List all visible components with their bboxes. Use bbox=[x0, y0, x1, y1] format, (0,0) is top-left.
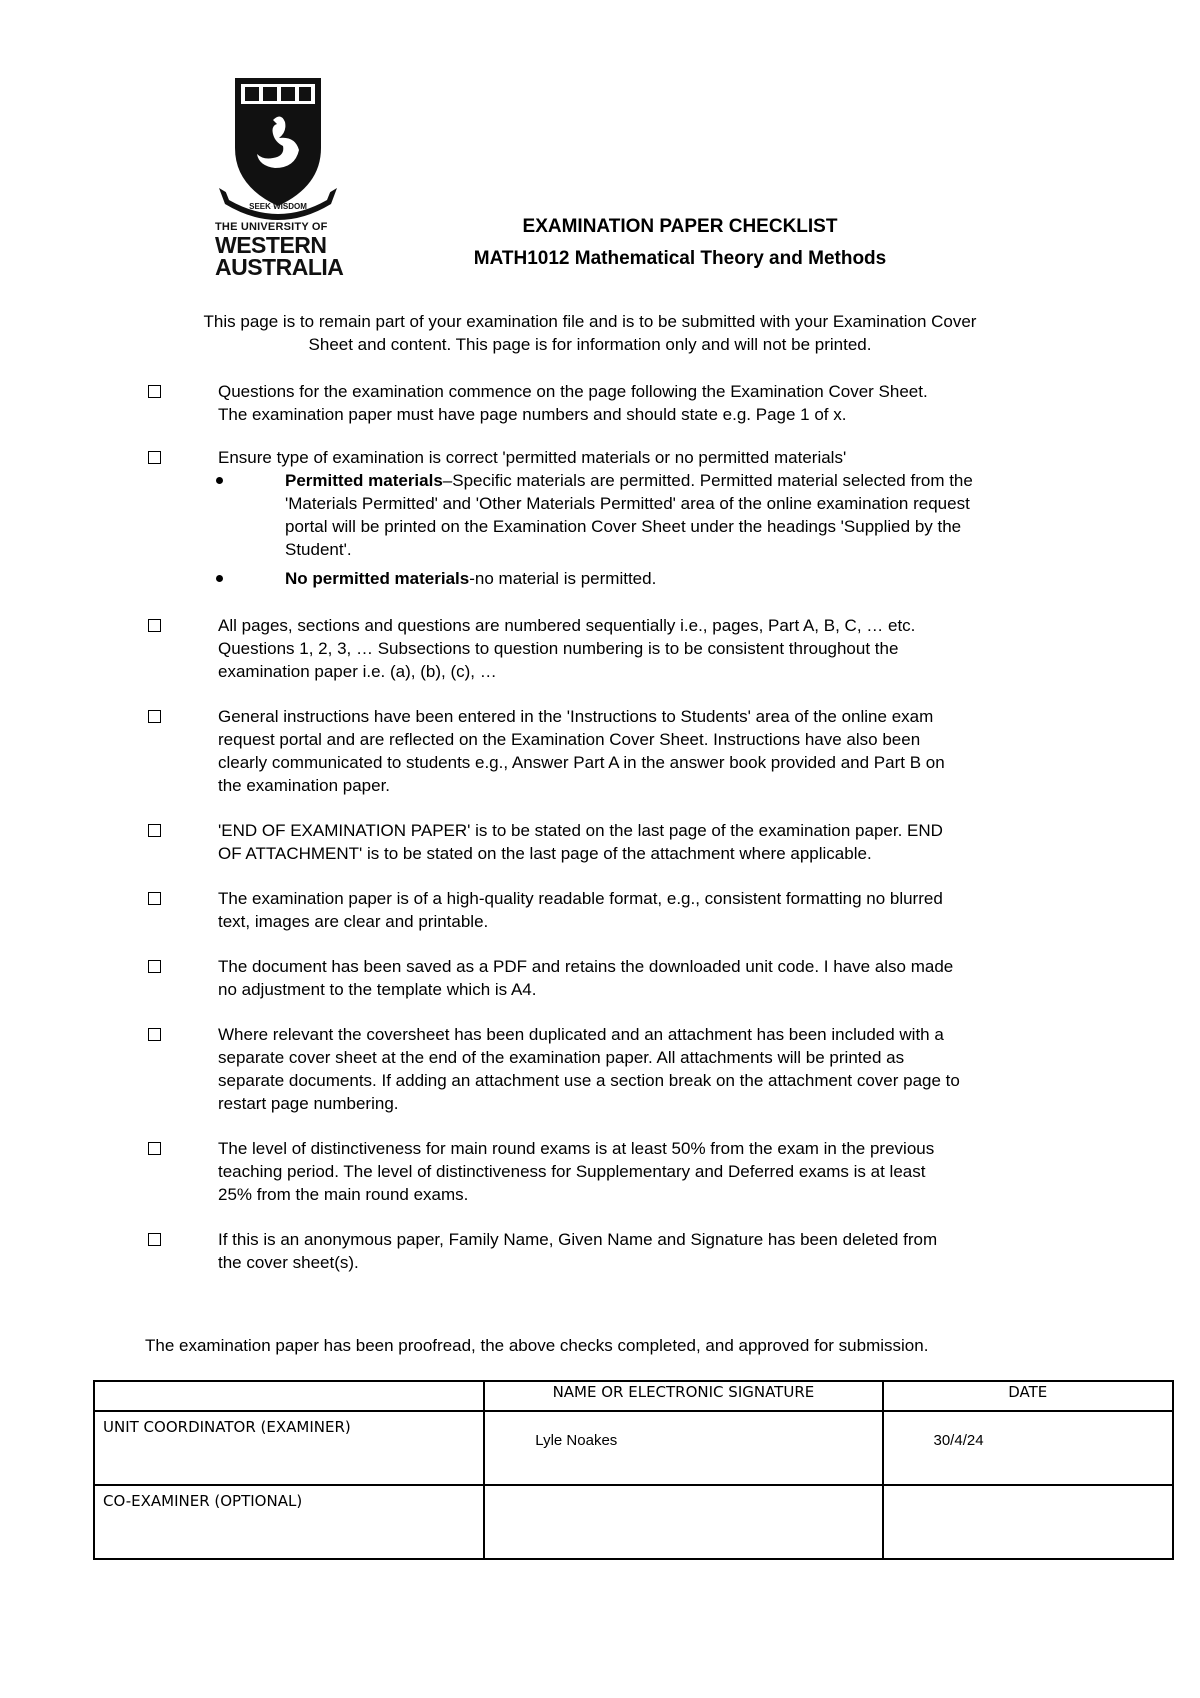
intro-line: Sheet and content. This page is for information only and will not be printed. bbox=[308, 335, 872, 354]
item-text: examination paper i.e. (a), (b), (c), … bbox=[218, 662, 497, 681]
checkbox[interactable] bbox=[148, 960, 161, 973]
checklist-item-anonymous bbox=[145, 1228, 1065, 1274]
checklist-item-page-numbers bbox=[145, 380, 1065, 426]
item-text: The level of distinctiveness for main round exams is at least 50% from the exam in the previous bbox=[218, 1139, 935, 1158]
checkbox[interactable] bbox=[148, 385, 161, 398]
checkbox[interactable] bbox=[148, 824, 161, 837]
signature-table bbox=[93, 1380, 1174, 1560]
item-text: The examination paper is of a high-quality readable format, e.g., consistent formatting no blurred bbox=[218, 889, 943, 908]
checklist bbox=[145, 380, 1065, 1274]
bullet-icon bbox=[216, 477, 223, 484]
co-examiner-name-field[interactable] bbox=[484, 1485, 882, 1559]
checklist-item-quality bbox=[145, 887, 1065, 933]
bullet-text: Student'. bbox=[285, 540, 352, 559]
table-header-blank bbox=[94, 1381, 484, 1411]
item-text: the cover sheet(s). bbox=[218, 1253, 359, 1272]
item-text: 25% from the main round exams. bbox=[218, 1185, 469, 1204]
item-text: The document has been saved as a PDF and retains the downloaded unit code. I have also made bbox=[218, 957, 954, 976]
item-text: All pages, sections and questions are numbered sequentially i.e., pages, Part A, B, C, … etc. bbox=[218, 616, 916, 635]
bullet-permitted-materials bbox=[145, 469, 1065, 561]
checklist-item-instructions bbox=[145, 705, 1065, 797]
item-text: OF ATTACHMENT' is to be stated on the last page of the attachment where applicable. bbox=[218, 844, 872, 863]
approval-statement: The examination paper has been proofread, the above checks completed, and approved for submission. bbox=[145, 1336, 929, 1355]
table-header-date: DATE bbox=[883, 1381, 1174, 1411]
item-text: the examination paper. bbox=[218, 776, 391, 795]
unit-coordinator-label: UNIT COORDINATOR (EXAMINER) bbox=[94, 1411, 484, 1485]
item-text: restart page numbering. bbox=[218, 1094, 399, 1113]
page-header bbox=[380, 216, 980, 270]
item-text: Ensure type of examination is correct 'permitted materials or no permitted materials' bbox=[218, 448, 847, 467]
checkbox[interactable] bbox=[148, 1233, 161, 1246]
checkbox[interactable] bbox=[148, 619, 161, 632]
item-text: 'END OF EXAMINATION PAPER' is to be stated on the last page of the examination paper. END bbox=[218, 821, 943, 840]
table-header-row bbox=[94, 1381, 1173, 1411]
logo-australia: AUSTRALIA bbox=[215, 254, 344, 280]
bullet-bold-text: Permitted materials bbox=[285, 471, 443, 490]
bullet-bold-text: No permitted materials bbox=[285, 569, 470, 588]
item-text: text, images are clear and printable. bbox=[218, 912, 489, 931]
item-text: no adjustment to the template which is A4. bbox=[218, 980, 537, 999]
checklist-item-end-statement bbox=[145, 819, 1065, 865]
table-header-name: NAME OR ELECTRONIC SIGNATURE bbox=[484, 1381, 882, 1411]
bullet-icon bbox=[216, 575, 223, 582]
checklist-item-exam-type bbox=[145, 446, 1065, 469]
co-examiner-date-field[interactable] bbox=[883, 1485, 1174, 1559]
item-text: If this is an anonymous paper, Family Name, Given Name and Signature has been deleted from bbox=[218, 1230, 938, 1249]
intro-line: This page is to remain part of your examination file and is to be submitted with your Examination Cover bbox=[203, 312, 977, 331]
checkbox[interactable] bbox=[148, 1028, 161, 1041]
checklist-item-numbering bbox=[145, 614, 1065, 683]
item-text: separate documents. If adding an attachment use a section break on the attachment cover page to bbox=[218, 1071, 960, 1090]
checklist-item-pdf bbox=[145, 955, 1065, 1001]
table-row bbox=[94, 1411, 1173, 1485]
bullet-text: portal will be printed on the Examination Cover Sheet under the headings 'Supplied by the bbox=[285, 517, 962, 536]
checkbox[interactable] bbox=[148, 710, 161, 723]
checklist-item-attachments bbox=[145, 1023, 1065, 1115]
item-text: General instructions have been entered in the 'Instructions to Students' area of the online exam bbox=[218, 707, 934, 726]
item-text: Where relevant the coversheet has been duplicated and an attachment has been included with a bbox=[218, 1025, 944, 1044]
checkbox[interactable] bbox=[148, 892, 161, 905]
item-text: The examination paper must have page numbers and should state e.g. Page 1 of x. bbox=[218, 405, 847, 424]
motto-text: SEEK WISDOM bbox=[249, 202, 307, 211]
bullet-no-permitted-materials bbox=[145, 567, 1065, 590]
item-text: teaching period. The level of distinctiveness for Supplementary and Deferred exams is at least bbox=[218, 1162, 926, 1181]
bullet-text: 'Materials Permitted' and 'Other Materials Permitted' area of the online examination request bbox=[285, 494, 970, 513]
bullet-text: –Specific materials are permitted. Permitted material selected from the bbox=[442, 471, 973, 490]
page-title: EXAMINATION PAPER CHECKLIST bbox=[522, 216, 838, 237]
item-text: separate cover sheet at the end of the examination paper. All attachments will be printed as bbox=[218, 1048, 905, 1067]
intro-paragraph bbox=[140, 310, 1040, 356]
item-text: clearly communicated to students e.g., Answer Part A in the answer book provided and Part B on bbox=[218, 753, 945, 772]
unit-coordinator-name-field[interactable]: Lyle Noakes bbox=[484, 1411, 882, 1485]
logo-university-of: THE UNIVERSITY OF bbox=[215, 221, 328, 233]
co-examiner-label: CO-EXAMINER (OPTIONAL) bbox=[94, 1485, 484, 1559]
unit-title: MATH1012 Mathematical Theory and Methods bbox=[473, 248, 887, 269]
checkbox[interactable] bbox=[148, 451, 161, 464]
university-logo bbox=[215, 76, 344, 280]
checklist-item-distinctiveness bbox=[145, 1137, 1065, 1206]
item-text: request portal and are reflected on the Examination Cover Sheet. Instructions have also been bbox=[218, 730, 921, 749]
university-crest-icon bbox=[215, 76, 340, 221]
unit-coordinator-date-field[interactable]: 30/4/24 bbox=[883, 1411, 1174, 1485]
item-text: Questions 1, 2, 3, … Subsections to question numbering is to be consistent throughout the bbox=[218, 639, 899, 658]
checkbox[interactable] bbox=[148, 1142, 161, 1155]
item-text: Questions for the examination commence on the page following the Examination Cover Sheet. bbox=[218, 382, 928, 401]
logo-western: WESTERN bbox=[215, 232, 327, 258]
table-row bbox=[94, 1485, 1173, 1559]
bullet-text: -no material is permitted. bbox=[469, 569, 657, 588]
